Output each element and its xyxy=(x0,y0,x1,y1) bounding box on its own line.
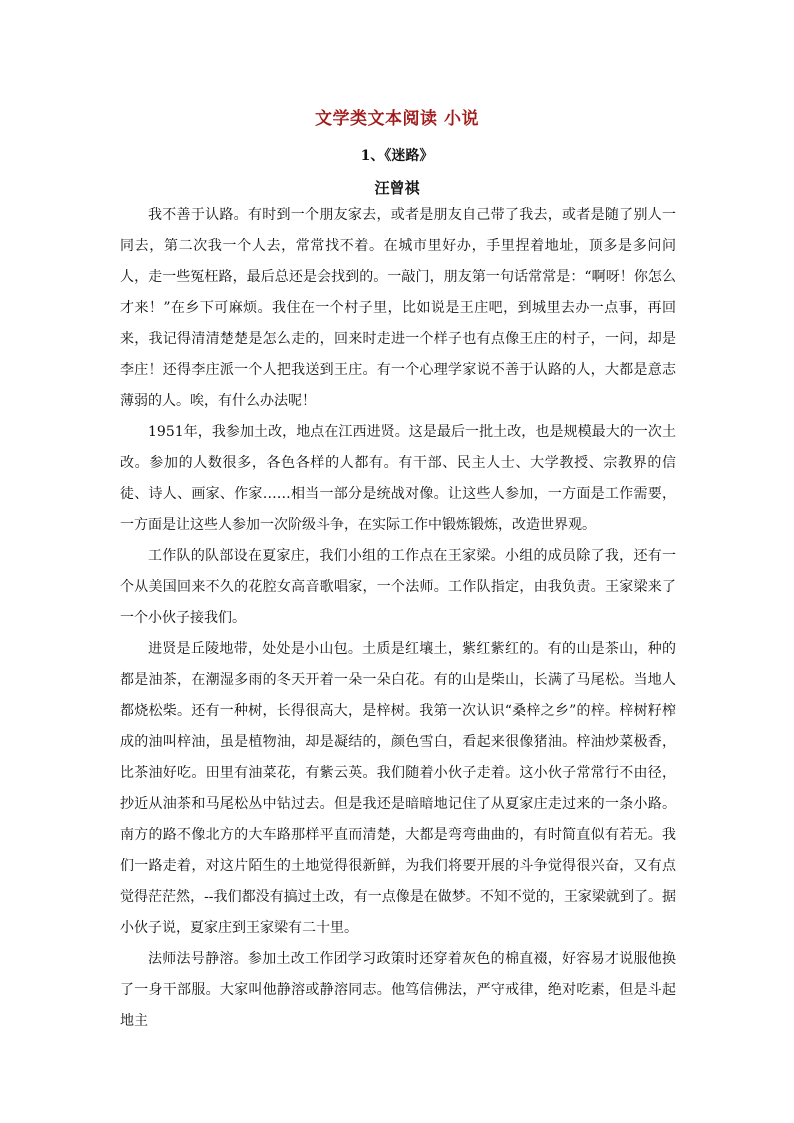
author-name: 汪曾祺 xyxy=(374,179,420,197)
paragraph-4: 进贤是丘陵地带，处处是小山包。土质是红壤土，紫红紫红的。有的山是茶山，种的都是油茶，在潮湿多雨的冬天开着一朵一朵白花。有的山是柴山，长满了马尾松。当地人都烧松柴。还有一种树，长得很高大，是梓树。我第一次认识“桑梓之乡”的梓。梓树籽榨成的油叫梓油，虽是植物油，却是凝结的，颜色雪白，看起来很像猪油。梓油炒菜极香，比茶油好吃。田里有油菜花，有紫云英。我们随着小伙子走着。这小伙子常常行不由径，抄近从油茶和马尾松丛中钻过去。但是我还是暗暗地记住了从夏家庄走过来的一条小路。南方的路不像北方的大车路那样平直而清楚，大都是弯弯曲曲的，有时简直似有若无。我们一路走着，对这片陌生的土地觉得很新鲜，为我们将要开展的斗争觉得很兴奋，又有点觉得茫茫然，--我们都没有搞过土改，有一点像是在做梦。不知不觉的，王家梁就到了。据小伙子说，夏家庄到王家梁有二十里。 xyxy=(120,641,676,936)
document-title: 文学类文本阅读 小说 xyxy=(315,109,479,129)
paragraph-2: 1951年，我参加土改，地点在江西进贤。这是最后一批土改，也是规模最大的一次土改。参加的人数很多，各色各样的人都有。有干部、民主人士、大学教授、宗教界的信徒、诗人、画家、作家……相当一部分是统战对像。让这些人参加，一方面是工作需要，一方面是让这些人参加一次阶级斗争，在实际工作中锻炼锻炼，改造世界观。 xyxy=(120,424,676,533)
story-title: 1、《迷路》 xyxy=(360,148,434,164)
story-body xyxy=(120,200,676,1037)
paragraph-1: 我不善于认路。有时到一个朋友家去，或者是朋友自己带了我去，或者是随了别人一同去，第二次我一个人去，常常找不着。在城市里好办，手里捏着地址，顶多是多问问人，走一些冤枉路，最后总还是会找到的。一敲门，朋友第一句话常常是：“啊呀！你怎么才来！”在乡下可麻烦。我住在一个村子里，比如说是王庄吧，到城里去办一点事，再回来，我记得清清楚楚是怎么走的，回来时走进一个样子也有点像王庄的村子，一问，却是李庄！还得李庄派一个人把我送到王庄。有一个心理学家说不善于认路的人，大都是意志薄弱的人。唉，有什么办法呢！ xyxy=(120,207,676,409)
paragraph-5: 法师法号静溶。参加土改工作团学习政策时还穿着灰色的棉直裰，好容易才说服他换了一身干部服。大家叫他静溶或静溶同志。他笃信佛法，严守戒律，绝对吃素，但是斗起地主 xyxy=(120,951,676,1029)
paragraph-3: 工作队的队部设在夏家庄，我们小组的工作点在王家梁。小组的成员除了我，还有一个从美国回来不久的花腔女高音歌唱家，一个法师。工作队指定，由我负责。王家梁来了一个小伙子接我们。 xyxy=(120,548,676,626)
